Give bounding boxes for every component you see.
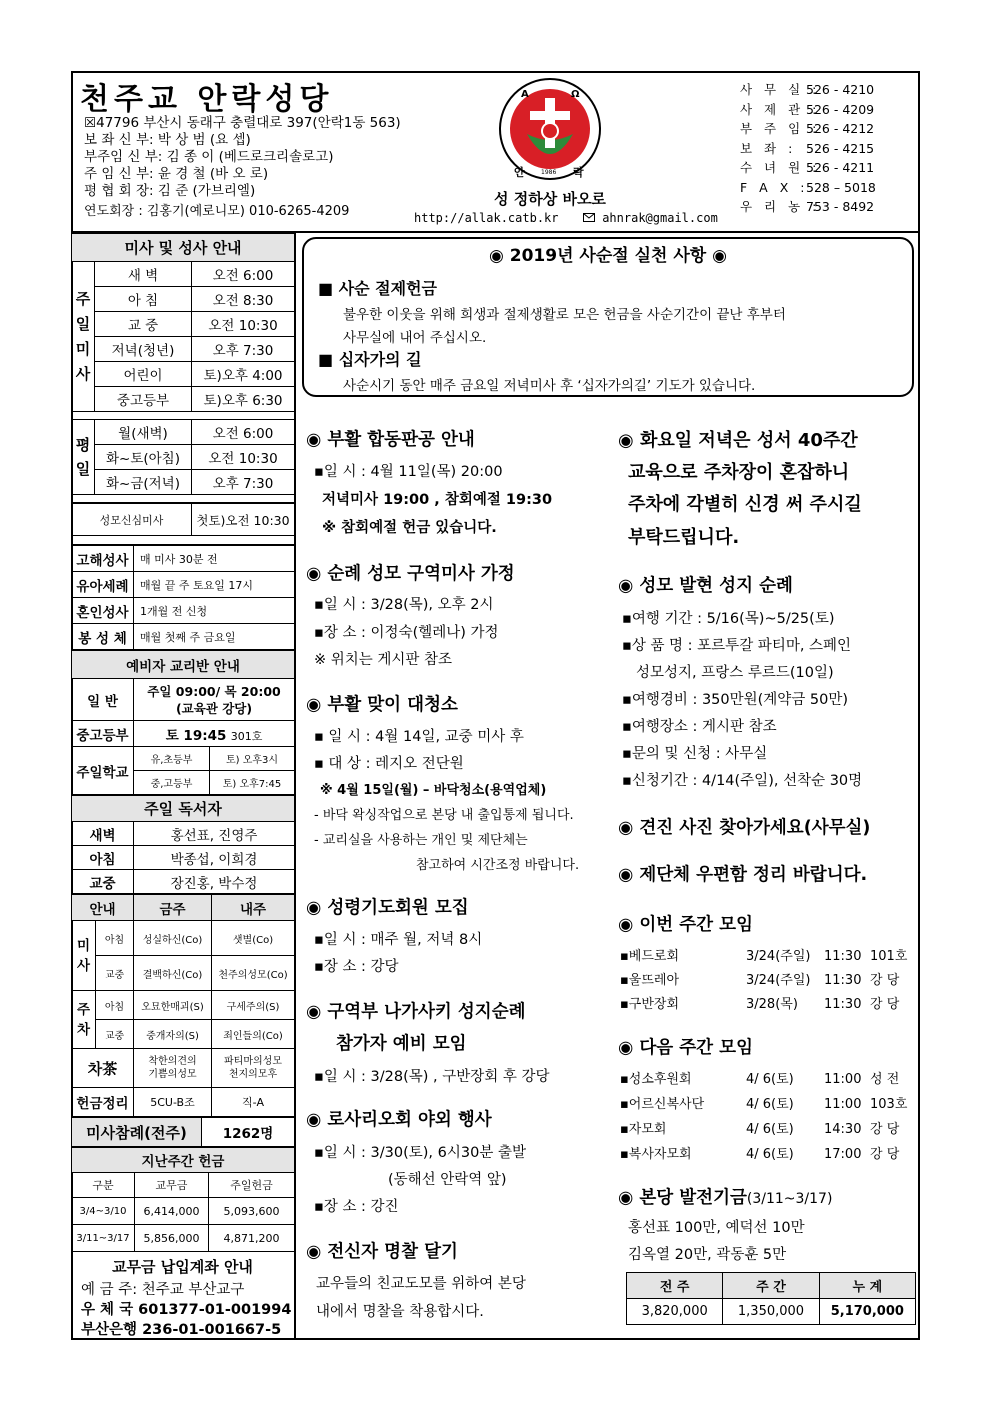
mass-name: 어린이 — [95, 362, 192, 387]
general-label: 일 반 — [72, 679, 134, 721]
collection-header: 주일헌금 — [209, 1173, 295, 1198]
rosary-line: (동해선 안락역 앞) — [388, 1172, 507, 1188]
mass-name: 월(새벽) — [95, 420, 192, 445]
fund-table — [626, 1272, 916, 1325]
duty-table — [71, 894, 295, 1117]
duty-this: 중개자의(S) — [134, 1020, 212, 1049]
misa-duty-label: 미 사 — [72, 921, 96, 991]
readers-title: 주일 독서자 — [72, 796, 295, 822]
cleaning-line: 참고하여 시간조정 바랍니다. — [416, 858, 580, 873]
school-group: 중,고등부 — [134, 771, 210, 795]
pilgrimage-line: ▪여행 기간 : 5/16(목)~5/25(토) — [622, 611, 835, 627]
phone-row: 사 제 관 :526 - 4209 — [740, 101, 875, 117]
collection-title: 지난주간 헌금 — [72, 1148, 295, 1173]
parking-notice: 주차에 각별히 신경 써 주시길 — [628, 494, 862, 515]
name-tag-line: 교우들의 친교도모를 위하여 본당 — [316, 1276, 526, 1292]
website-email — [414, 211, 718, 225]
sacrament-name: 혼인성사 — [72, 598, 134, 624]
sacrament-value: 매월 첫째 주 금요일 — [134, 624, 295, 650]
easter-confession-line: ※ 참회예절 헌금 있습니다. — [322, 520, 497, 536]
parking-notice: 부탁드립니다. — [628, 527, 740, 548]
rosary-line: ▪장 소 : 강진 — [314, 1199, 399, 1215]
fund-header: 주 간 — [723, 1273, 819, 1299]
priest-line: 부주임 신 부: 김 종 이 (베드로크리솔로고) — [84, 149, 334, 165]
catechumen-title: 예비자 교리반 안내 — [72, 651, 295, 679]
fund-header: 전 주 — [627, 1273, 723, 1299]
fund-total: 5,170,000 — [819, 1299, 915, 1325]
priest-line: 보 좌 신 부: 박 상 범 (요 셉) — [84, 132, 251, 148]
sacraments-table — [71, 545, 295, 650]
cleaning-line: ▪ 대 상 : 레지오 전단원 — [314, 756, 464, 772]
general-schedule: 주일 09:00/ 목 20:00 (교육관 강당) — [134, 679, 295, 721]
meeting-row: ▪성소후원회 4/ 6(토) 11:00 성 전 — [620, 1072, 900, 1087]
readers-table — [71, 795, 295, 894]
nagasaki-title: 참가자 예비 모임 — [336, 1034, 467, 1054]
nagasaki-line: ▪일 시 : 3/28(목) , 구반장회 후 강당 — [314, 1069, 550, 1085]
rosary-title: ◉ 로사리오회 야외 행사 — [306, 1110, 492, 1130]
duty-next: 죄인들의(Co) — [212, 1020, 295, 1049]
offering-next: 직-A — [212, 1088, 295, 1117]
fund-value: 1,350,000 — [723, 1299, 819, 1325]
cleaning-line: - 바닥 왁싱작업으로 본당 내 출입통제 됩니다. — [314, 808, 574, 823]
meeting-row: ▪복사자모회 4/ 6(토) 17:00 강 당 — [620, 1147, 900, 1162]
duty-next: 천주의성모(Co) — [212, 956, 295, 991]
mass-name: 중고등부 — [95, 387, 192, 412]
youth-schedule: 토 19:45 301호 — [134, 721, 295, 747]
sacrament-name: 고해성사 — [72, 546, 134, 572]
phone-row: 보 좌 : 526 - 4215 — [740, 140, 875, 156]
tea-this: 착한의견의 기쁨의성모 — [134, 1049, 212, 1088]
mass-schedule-table — [71, 233, 295, 503]
cleaning-line: - 교리실을 사용하는 개인 및 제단체는 — [314, 833, 528, 848]
logo-year: 1986 — [541, 169, 557, 176]
school-time: 토) 오후3시 — [210, 747, 295, 771]
envelope-icon — [583, 213, 595, 222]
meeting-row: ▪자모회 4/ 6(토) 14:30 강 당 — [620, 1122, 900, 1137]
mass-name: 화~토(아침) — [95, 445, 192, 470]
lent-notice-title: ◉ 2019년 사순절 실천 사항 ◉ — [489, 246, 727, 266]
sacrament-value: 매월 끝 주 토요일 17시 — [134, 572, 295, 598]
phone-row: 우 리 농 :753 - 8492 — [740, 199, 875, 214]
reader-names: 장진홍, 박수정 — [134, 870, 295, 894]
duty-next: 샛별(Co) — [212, 921, 295, 956]
offering-this: 5CU-B조 — [134, 1088, 212, 1117]
mass-time: 오후 7:30 — [192, 337, 295, 362]
parking-notice: 교육으로 주차장이 혼잡하니 — [628, 462, 850, 483]
rosary-line: ▪일 시 : 3/30(토), 6시30분 출발 — [314, 1145, 526, 1161]
collection-header: 구분 — [72, 1173, 135, 1198]
mass-time: 오전 6:00 — [192, 420, 295, 445]
pilgrim-mass-line: ※ 위치는 게시판 참조 — [314, 652, 453, 668]
pilgrim-mass-title: ◉ 순례 성모 구역미사 가정 — [306, 564, 515, 584]
lent-item-text: 불우한 이웃을 위해 희생과 절제생활로 모은 헌금을 사순기간이 끝난 후부터 — [343, 307, 786, 323]
cleaning-line: ▪ 일 시 : 4월 14일, 교중 미사 후 — [314, 729, 524, 745]
catechumen-table — [71, 650, 295, 795]
attendance-label: 미사참례(전주) — [72, 1118, 202, 1147]
duty-mass: 아침 — [96, 991, 134, 1020]
next-week-title: ◉ 다음 주간 모임 — [618, 1038, 753, 1058]
logo-alpha: A — [521, 89, 529, 100]
easter-confession-line: 저녁미사 19:00 , 참회예절 19:30 — [322, 492, 553, 508]
mailbox-notice: ◉ 제단체 우편함 정리 바랍니다. — [618, 865, 868, 885]
meeting-row: ▪구반장회 3/28(목) 11:30 강 당 — [620, 997, 900, 1012]
fund-header: 누 계 — [819, 1273, 915, 1299]
fund-donors: 김옥열 20만, 곽동훈 5만 — [628, 1247, 787, 1263]
mass-time: 오전 6:00 — [192, 262, 295, 287]
phone-row: 부 주 임 :526 - 4212 — [740, 121, 875, 136]
reader-names: 박종섭, 이희경 — [134, 846, 295, 870]
pilgrimage-line: 성모성지, 프랑스 루르드(10일) — [636, 665, 834, 681]
pilgrimage-line: ▪신청기간 : 4/14(주일), 선착순 30명 — [622, 773, 863, 789]
attendance-table — [71, 1117, 295, 1147]
duty-mass: 교중 — [96, 1020, 134, 1049]
sacrament-value: 1개월 전 신청 — [134, 598, 295, 624]
lent-item-text: 사순시기 동안 매주 금요일 저녁미사 후 ‘십자가의길’ 기도가 있습니다. — [343, 378, 756, 394]
phone-row: F A X :528 – 5018 — [740, 179, 876, 195]
priest-line: 주 임 신 부: 윤 경 철 (바 오 로) — [84, 166, 269, 182]
tea-next: 파티마의성모 천지의모후 — [212, 1049, 295, 1088]
heart-mass-time: 첫토)오전 10:30 — [192, 504, 295, 536]
address-line: ☒47796 부산시 동래구 충렬대로 397(안락1동 563) — [84, 115, 401, 131]
prayer-chair-line: 연도회장 : 김홍기(예로니모) 010-6265-4209 — [84, 204, 350, 219]
parking-duty-label: 주 차 — [72, 991, 96, 1049]
youth-label: 중고등부 — [72, 721, 134, 747]
fund-title: ◉ 본당 발전기금(3/11~3/17) — [618, 1188, 833, 1208]
prayer-members-line: ▪장 소 : 강당 — [314, 959, 399, 975]
collection-sunday: 5,093,600 — [209, 1198, 295, 1225]
parking-notice: ◉ 화요일 저녁은 성서 40주간 — [618, 430, 858, 451]
meeting-row: ▪베드로회 3/24(주일) 11:30 101호 — [620, 949, 908, 964]
sacrament-name: 봉 성 체 — [72, 624, 134, 650]
attendance-value: 1262명 — [202, 1118, 295, 1147]
meeting-row: ▪울뜨레아 3/24(주일) 11:30 강 당 — [620, 973, 900, 988]
fund-donors: 홍선표 100만, 예덕선 10만 — [628, 1220, 805, 1236]
fund-value: 3,820,000 — [627, 1299, 723, 1325]
lent-item-text: 사무실에 내어 주십시오. — [343, 330, 487, 346]
collection-dues: 5,856,000 — [135, 1225, 209, 1252]
mass-name: 화~금(저녁) — [95, 470, 192, 495]
duty-this: 오묘한매괴(S) — [134, 991, 212, 1020]
easter-confession-line: ▪일 시 : 4월 11일(목) 20:00 — [314, 464, 503, 480]
duty-header: 금주 — [134, 895, 212, 921]
collection-header: 교무금 — [135, 1173, 209, 1198]
reader-mass: 새벽 — [72, 822, 134, 846]
mass-time: 토)오후 6:30 — [192, 387, 295, 412]
heart-mass-table — [71, 503, 295, 545]
collection-dues: 6,414,000 — [135, 1198, 209, 1225]
cleaning-line: ※ 4월 15일(월) – 바닥청소(용역업체) — [320, 783, 547, 798]
parish-logo — [497, 76, 603, 182]
photo-notice: ◉ 견진 사진 찾아가세요(사무실) — [618, 818, 871, 838]
duty-mass: 교중 — [96, 956, 134, 991]
logo-rak: 락 — [573, 166, 584, 179]
heart-mass-name: 성모신심미사 — [72, 504, 192, 536]
bank-account: 부산은행 236-01-001667-5 — [81, 1322, 282, 1338]
mass-time: 오전 10:30 — [192, 445, 295, 470]
collection-sunday: 4,871,200 — [209, 1225, 295, 1252]
prayer-members-line: ▪일 시 : 매주 월, 저녁 8시 — [314, 932, 483, 948]
website-link[interactable]: http://allak.catb.kr — [414, 211, 559, 225]
sunday-mass-label: 주 일 미 사 — [72, 262, 95, 412]
pilgrimage-line: ▪여행장소 : 게시판 참조 — [622, 719, 777, 735]
pilgrim-mass-line: ▪일 시 : 3/28(목), 오후 2시 — [314, 597, 494, 613]
left-column — [71, 233, 294, 1340]
phone-row: 사 무 실 :526 - 4210 — [740, 82, 875, 97]
collection-table — [71, 1147, 295, 1252]
mass-name: 아 침 — [95, 287, 192, 312]
account-info — [71, 1280, 294, 1340]
duty-this: 성실하신(Co) — [134, 921, 212, 956]
school-time: 토) 오후7:45 — [210, 771, 295, 795]
duty-header: 안내 — [72, 895, 134, 921]
logo-an: 안 — [514, 166, 525, 179]
collection-period: 3/4~3/10 — [72, 1198, 135, 1225]
meeting-row: ▪어르신복사단 4/ 6(토) 11:00 103호 — [620, 1097, 908, 1112]
name-tag-line: 내에서 명찰을 착용합시다. — [316, 1304, 484, 1320]
pilgrimage-title: ◉ 성모 발현 성지 순례 — [618, 576, 793, 596]
logo-omega: Ω — [571, 89, 580, 100]
nagasaki-title: ◉ 구역부 나가사키 성지순례 — [306, 1002, 526, 1022]
mass-name: 새 벽 — [95, 262, 192, 287]
reader-mass: 아침 — [72, 846, 134, 870]
sacrament-value: 매 미사 30분 전 — [134, 546, 295, 572]
council-line: 평 협 회 장: 김 준 (가브리엘) — [84, 183, 256, 199]
reader-names: 홍선표, 진영주 — [134, 822, 295, 846]
pilgrim-mass-line: ▪장 소 : 이정숙(헬레나) 가정 — [314, 625, 499, 641]
post-account: 우 체 국 601377-01-001994 — [81, 1302, 292, 1318]
duty-header: 내주 — [212, 895, 295, 921]
mass-time: 오전 8:30 — [192, 287, 295, 312]
name-tag-title: ◉ 전신자 명찰 달기 — [306, 1242, 458, 1262]
mass-time: 오후 7:30 — [192, 470, 295, 495]
mass-name: 교 중 — [95, 312, 192, 337]
mass-time: 토)오후 4:00 — [192, 362, 295, 387]
sacrament-name: 유아세례 — [72, 572, 134, 598]
lent-item-heading: ■ 사순 절제헌금 — [318, 279, 437, 298]
tea-label: 차茶 — [72, 1049, 134, 1088]
sunday-school-label: 주일학교 — [72, 747, 134, 795]
phone-row: 수 녀 원 :526 - 4211 — [740, 160, 875, 175]
duty-this: 결백하신(Co) — [134, 956, 212, 991]
pilgrimage-line: ▪문의 및 신청 : 사무실 — [622, 746, 768, 762]
school-group: 유,초등부 — [134, 747, 210, 771]
pilgrimage-line: ▪여행경비 : 350만원(계약금 50만) — [622, 692, 849, 708]
patron-saint: 성 정하상 바오로 — [494, 190, 606, 208]
reader-mass: 교중 — [72, 870, 134, 894]
account-title: 교무금 납입계좌 안내 — [112, 1258, 253, 1276]
cleaning-title: ◉ 부활 맞이 대청소 — [306, 695, 458, 715]
this-week-title: ◉ 이번 주간 모임 — [618, 915, 753, 935]
lent-item-heading: ■ 십자가의 길 — [318, 350, 422, 369]
duty-mass: 아침 — [96, 921, 134, 956]
weekday-mass-label: 평 일 — [72, 420, 95, 495]
phone-directory — [740, 80, 876, 217]
mass-name: 저녁(청년) — [95, 337, 192, 362]
offering-label: 헌금정리 — [72, 1088, 134, 1117]
email-link[interactable]: ahnrak@gmail.com — [602, 211, 718, 225]
easter-confession-title: ◉ 부활 합동판공 안내 — [306, 430, 475, 450]
duty-next: 구세주의(S) — [212, 991, 295, 1020]
mass-time: 오전 10:30 — [192, 312, 295, 337]
prayer-members-title: ◉ 성령기도회원 모집 — [306, 898, 469, 918]
church-name: 천주교 안락성당 — [80, 82, 334, 117]
pilgrimage-line: ▪상 품 명 : 포르투갈 파티마, 스페인 — [622, 638, 852, 654]
account-holder: 예 금 주: 천주교 부산교구 — [81, 1282, 245, 1298]
collection-period: 3/11~3/17 — [72, 1225, 135, 1252]
mass-title: 미사 및 성사 안내 — [72, 234, 295, 262]
